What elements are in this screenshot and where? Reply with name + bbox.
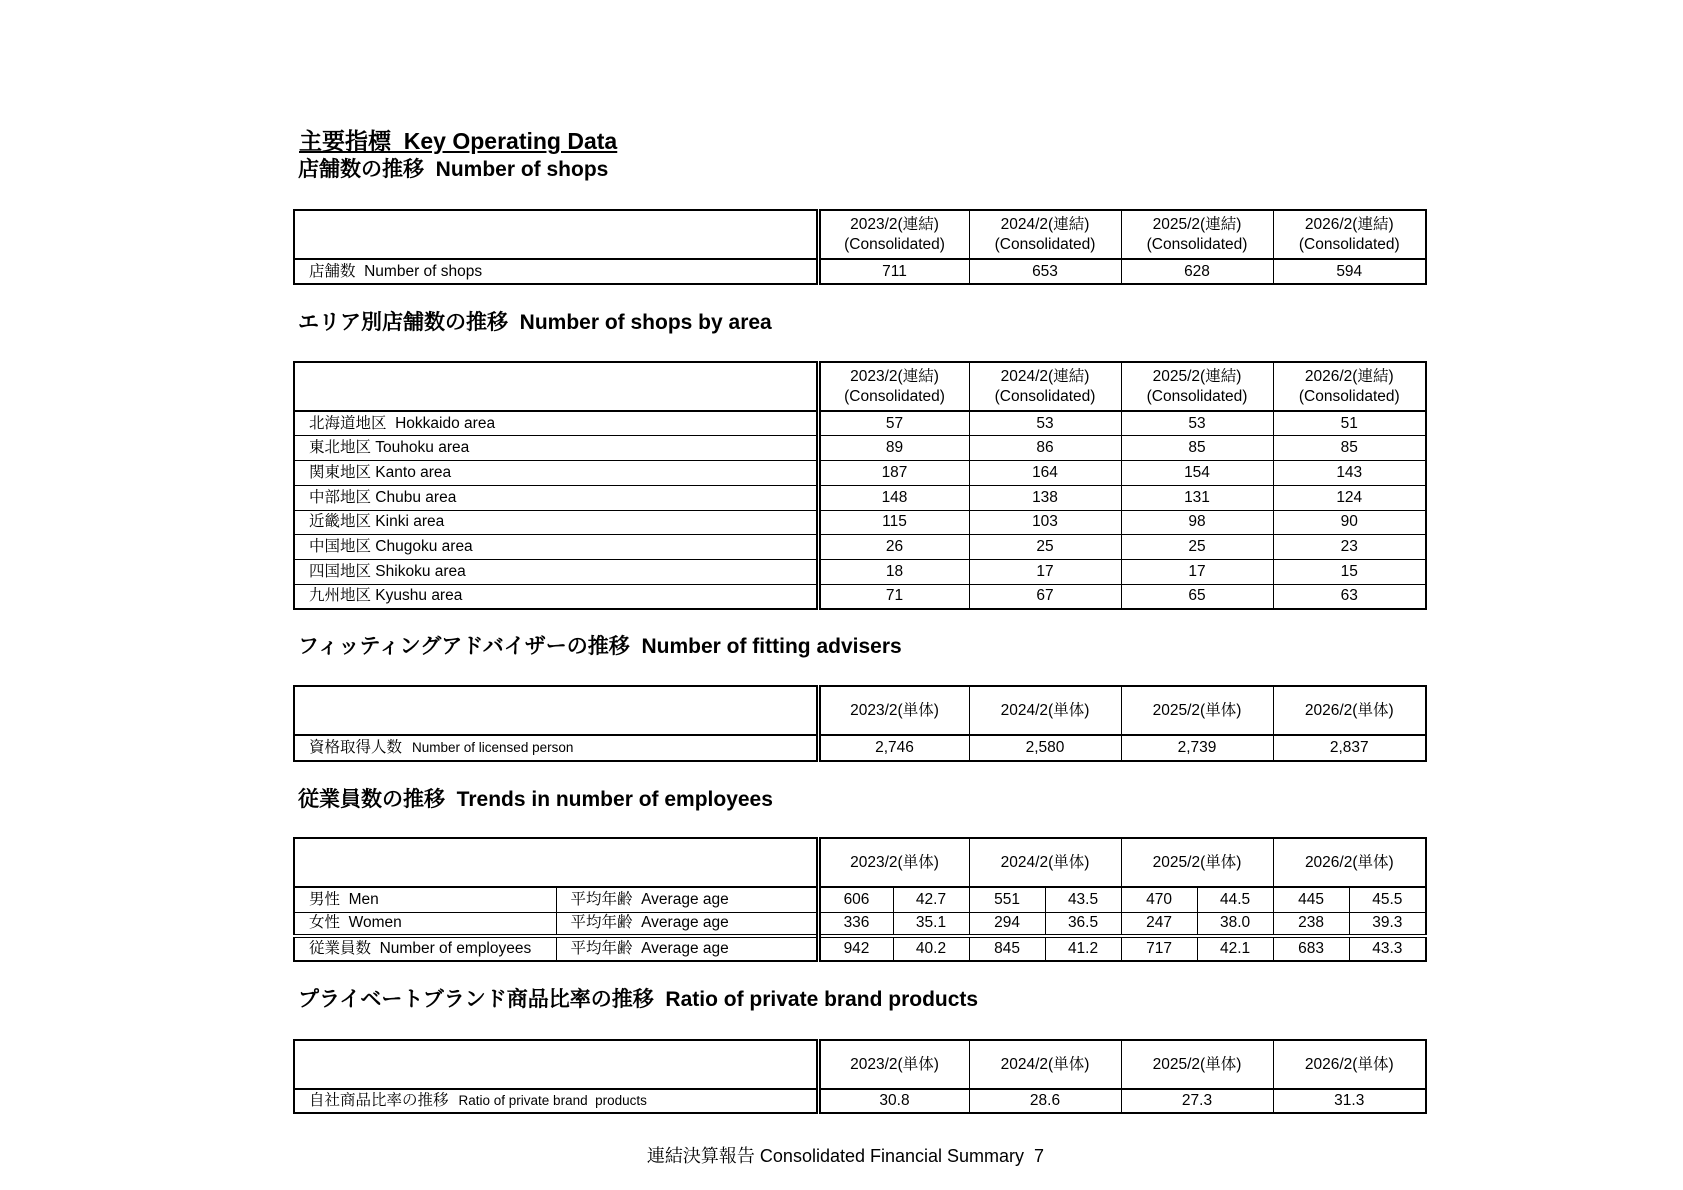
- col-basis: (Consolidated): [844, 387, 945, 405]
- value-cell: 53: [969, 411, 1121, 436]
- age-cell: 38.0: [1197, 912, 1273, 936]
- count-cell: 683: [1273, 936, 1349, 961]
- value-cell: 53: [1121, 411, 1273, 436]
- value-cell: 103: [969, 510, 1121, 535]
- table-row: [294, 1089, 1426, 1113]
- value-cell: 17: [1121, 560, 1273, 585]
- pb-table: [293, 1039, 1427, 1114]
- col-period: 2026/2(連結): [1304, 215, 1394, 233]
- value-cell: 2,746: [818, 735, 969, 761]
- row-label: 関東地区 Kanto area: [294, 461, 818, 486]
- age-cell: 44.5: [1197, 887, 1273, 912]
- row-label: 近畿地区 Kinki area: [294, 510, 818, 535]
- value-cell: 26: [818, 535, 969, 560]
- value-cell: 15: [1273, 560, 1426, 585]
- table-row: [294, 436, 1426, 461]
- col-basis: (Consolidated): [1298, 235, 1400, 253]
- row-label-jp: 自社商品比率の推移: [309, 1092, 449, 1109]
- employees-header-blank: [294, 838, 818, 887]
- advisers-col-header: 2024/2(単体): [969, 686, 1121, 735]
- pb-col-header: 2026/2(単体): [1273, 1040, 1426, 1089]
- row-label: 女性 Women: [294, 912, 556, 936]
- table-row: [294, 535, 1426, 560]
- employees-col-header: 2023/2(単体): [818, 838, 969, 887]
- value-cell: 711: [818, 259, 969, 284]
- age-cell: 39.3: [1349, 912, 1426, 936]
- employees-col-header: 2025/2(単体): [1121, 838, 1273, 887]
- value-cell: 148: [818, 485, 969, 510]
- age-label: 平均年齢 Average age: [556, 912, 818, 936]
- value-cell: 25: [1121, 535, 1273, 560]
- shops-col-header: [1273, 210, 1426, 259]
- count-cell: 606: [818, 887, 893, 912]
- shops-table: [293, 209, 1427, 285]
- count-cell: 294: [969, 912, 1045, 936]
- col-basis: (Consolidated): [844, 235, 945, 253]
- employees-heading: 従業員数の推移 Trends in number of employees: [298, 788, 773, 811]
- advisers-header-row: [294, 686, 1426, 735]
- value-cell: 71: [818, 584, 969, 609]
- advisers-header-blank: [294, 686, 818, 735]
- row-label: 東北地区 Touhoku area: [294, 436, 818, 461]
- employees-col-header: 2024/2(単体): [969, 838, 1121, 887]
- employees-table: [293, 837, 1427, 962]
- table-row: [294, 584, 1426, 609]
- shops-col-header: [818, 210, 969, 259]
- pb-col-header: 2025/2(単体): [1121, 1040, 1273, 1089]
- value-cell: 30.8: [818, 1089, 969, 1113]
- value-cell: 31.3: [1273, 1089, 1426, 1113]
- value-cell: 115: [818, 510, 969, 535]
- table-row: [294, 560, 1426, 585]
- area-col-header: [818, 362, 969, 411]
- area-col-header: [969, 362, 1121, 411]
- area-heading: エリア別店舗数の推移 Number of shops by area: [298, 311, 772, 334]
- age-cell: 36.5: [1045, 912, 1121, 936]
- col-period: 2024/2(連結): [1000, 367, 1090, 385]
- value-cell: 17: [969, 560, 1121, 585]
- value-cell: 25: [969, 535, 1121, 560]
- count-cell: 551: [969, 887, 1045, 912]
- row-label-en: Number of licensed person: [412, 740, 574, 755]
- value-cell: 65: [1121, 584, 1273, 609]
- age-cell: 45.5: [1349, 887, 1426, 912]
- col-basis: (Consolidated): [994, 235, 1096, 253]
- area-col-header: [1273, 362, 1426, 411]
- value-cell: 653: [969, 259, 1121, 284]
- value-cell: 628: [1121, 259, 1273, 284]
- count-cell: 717: [1121, 936, 1197, 961]
- table-row: [294, 485, 1426, 510]
- advisers-col-header: 2026/2(単体): [1273, 686, 1426, 735]
- count-cell: 942: [818, 936, 893, 961]
- row-label: 九州地区 Kyushu area: [294, 584, 818, 609]
- page-footer: 連結決算報告 Consolidated Financial Summary 7: [646, 1146, 1045, 1166]
- table-row: [294, 461, 1426, 486]
- col-period: 2023/2(連結): [850, 367, 939, 385]
- value-cell: 90: [1273, 510, 1426, 535]
- col-basis: (Consolidated): [1298, 387, 1400, 405]
- value-cell: 98: [1121, 510, 1273, 535]
- table-row: [294, 411, 1426, 436]
- value-cell: 164: [969, 461, 1121, 486]
- row-label-jp: 資格取得人数: [309, 739, 403, 756]
- value-cell: 131: [1121, 485, 1273, 510]
- row-label: 北海道地区 Hokkaido area: [294, 411, 818, 436]
- col-period: 2023/2(連結): [850, 215, 939, 233]
- pb-header-row: [294, 1040, 1426, 1089]
- table-row: [294, 735, 1426, 761]
- page-title: 主要指標 Key Operating Data: [299, 128, 618, 154]
- value-cell: 594: [1273, 259, 1426, 284]
- table-row: [294, 912, 1426, 936]
- pb-heading: プライベートブランド商品比率の推移 Ratio of private brand products: [298, 988, 979, 1011]
- count-cell: 445: [1273, 887, 1349, 912]
- area-table: [293, 361, 1427, 610]
- value-cell: 27.3: [1121, 1089, 1273, 1113]
- value-cell: 2,837: [1273, 735, 1426, 761]
- age-cell: 42.7: [893, 887, 969, 912]
- age-cell: 42.1: [1197, 936, 1273, 961]
- row-label: [294, 1089, 818, 1113]
- col-period: 2025/2(連結): [1152, 215, 1242, 233]
- employees-col-header: 2026/2(単体): [1273, 838, 1426, 887]
- age-cell: 41.2: [1045, 936, 1121, 961]
- age-cell: 35.1: [893, 912, 969, 936]
- count-cell: 238: [1273, 912, 1349, 936]
- value-cell: 57: [818, 411, 969, 436]
- advisers-heading: フィッティングアドバイザーの推移 Number of fitting advisers: [298, 635, 902, 658]
- value-cell: 2,580: [969, 735, 1121, 761]
- advisers-col-header: 2025/2(単体): [1121, 686, 1273, 735]
- row-label: [294, 735, 818, 761]
- col-period: 2026/2(連結): [1304, 367, 1394, 385]
- age-cell: 43.5: [1045, 887, 1121, 912]
- value-cell: 63: [1273, 584, 1426, 609]
- age-label: 平均年齢 Average age: [556, 887, 818, 912]
- employees-header-row: [294, 838, 1426, 887]
- row-label: 男性 Men: [294, 887, 556, 912]
- area-col-header: [1121, 362, 1273, 411]
- col-basis: (Consolidated): [1146, 235, 1248, 253]
- area-header-blank: [294, 362, 818, 411]
- value-cell: 124: [1273, 485, 1426, 510]
- shops-header-blank: [294, 210, 818, 259]
- value-cell: 85: [1273, 436, 1426, 461]
- value-cell: 89: [818, 436, 969, 461]
- row-label-en: Ratio of private brand products: [458, 1093, 647, 1108]
- value-cell: 154: [1121, 461, 1273, 486]
- table-row: [294, 887, 1426, 912]
- row-label: 店舗数 Number of shops: [294, 259, 818, 284]
- row-label: 中部地区 Chubu area: [294, 485, 818, 510]
- age-label: 平均年齢 Average age: [556, 936, 818, 961]
- col-basis: (Consolidated): [1146, 387, 1248, 405]
- value-cell: 143: [1273, 461, 1426, 486]
- row-label: 従業員数 Number of employees: [294, 936, 556, 961]
- row-label: 中国地区 Chugoku area: [294, 535, 818, 560]
- value-cell: 86: [969, 436, 1121, 461]
- count-cell: 336: [818, 912, 893, 936]
- col-period: 2025/2(連結): [1152, 367, 1242, 385]
- pb-col-header: 2024/2(単体): [969, 1040, 1121, 1089]
- value-cell: 28.6: [969, 1089, 1121, 1113]
- table-row-total: [294, 936, 1426, 961]
- age-cell: 43.3: [1349, 936, 1426, 961]
- area-header-row: [294, 362, 1426, 411]
- col-period: 2024/2(連結): [1000, 215, 1090, 233]
- pb-col-header: 2023/2(単体): [818, 1040, 969, 1089]
- value-cell: 138: [969, 485, 1121, 510]
- value-cell: 67: [969, 584, 1121, 609]
- count-cell: 247: [1121, 912, 1197, 936]
- count-cell: 845: [969, 936, 1045, 961]
- value-cell: 85: [1121, 436, 1273, 461]
- value-cell: 23: [1273, 535, 1426, 560]
- value-cell: 187: [818, 461, 969, 486]
- age-cell: 40.2: [893, 936, 969, 961]
- col-basis: (Consolidated): [994, 387, 1096, 405]
- value-cell: 18: [818, 560, 969, 585]
- table-row: [294, 510, 1426, 535]
- advisers-col-header: 2023/2(単体): [818, 686, 969, 735]
- value-cell: 51: [1273, 411, 1426, 436]
- shops-heading: 店舗数の推移 Number of shops: [298, 158, 609, 181]
- shops-col-header: [1121, 210, 1273, 259]
- pb-header-blank: [294, 1040, 818, 1089]
- count-cell: 470: [1121, 887, 1197, 912]
- row-label: 四国地区 Shikoku area: [294, 560, 818, 585]
- value-cell: 2,739: [1121, 735, 1273, 761]
- advisers-table: [293, 685, 1427, 762]
- table-row: [294, 259, 1426, 284]
- shops-header-row: [294, 210, 1426, 259]
- shops-col-header: [969, 210, 1121, 259]
